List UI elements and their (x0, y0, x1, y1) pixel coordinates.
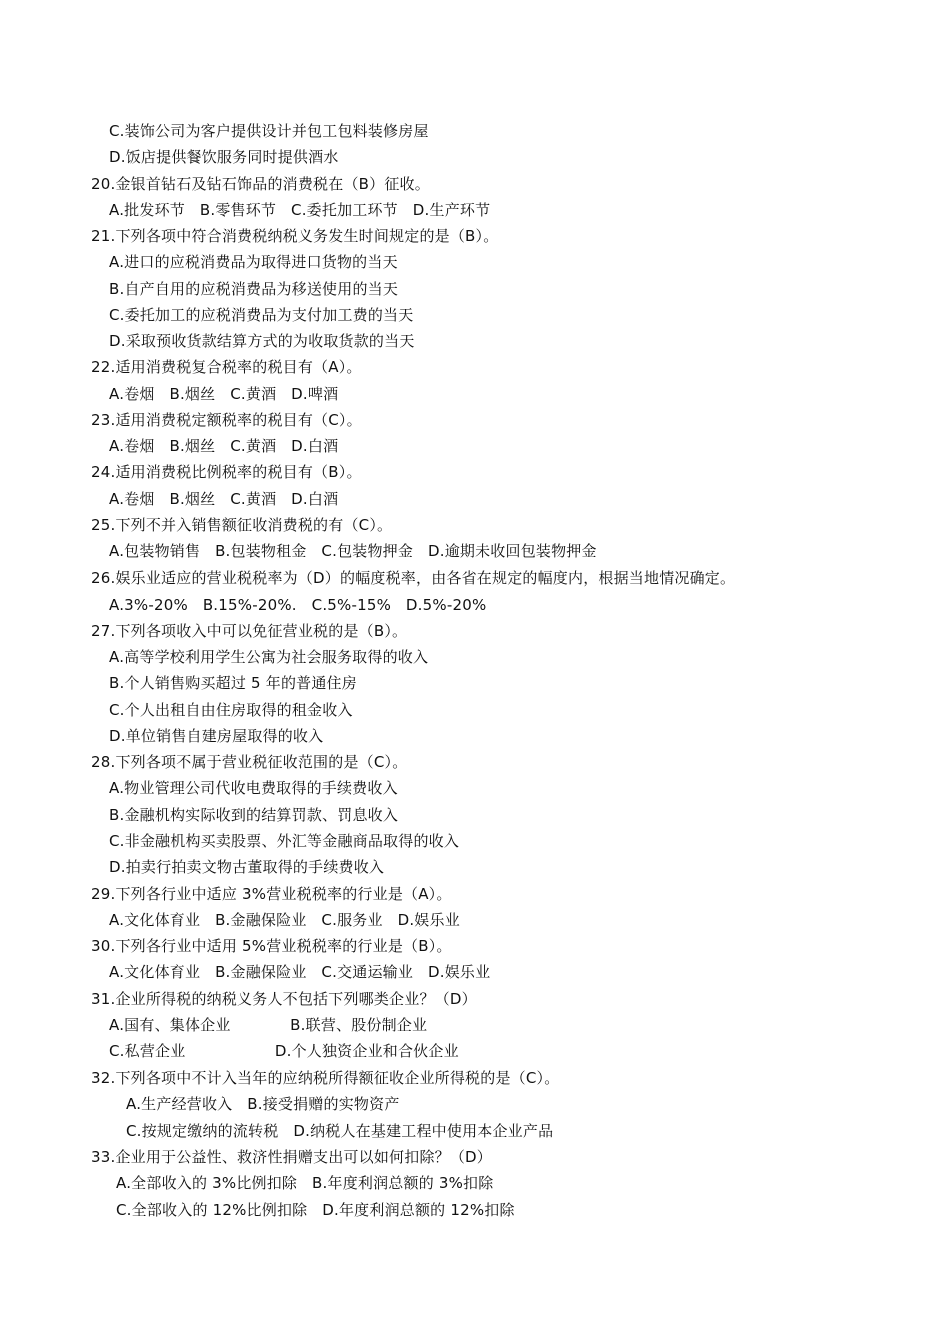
option-line: C.私营企业 D.个人独资企业和合伙企业 (109, 1042, 459, 1060)
question-line: 29.下列各行业中适应 3%营业税税率的行业是（A）。 (91, 885, 452, 903)
option-line: C.按规定缴纳的流转税 D.纳税人在基建工程中使用本企业产品 (126, 1122, 554, 1140)
option-line: A.进口的应税消费品为取得进口货物的当天 (109, 253, 398, 271)
question-line: 32.下列各项中不计入当年的应纳税所得额征收企业所得税的是（C）。 (91, 1069, 560, 1087)
option-line: C.装饰公司为客户提供设计并包工包料装修房屋 (109, 122, 429, 140)
option-line: C.委托加工的应税消费品为支付加工费的当天 (109, 306, 414, 324)
question-line: 20.金银首钻石及钻石饰品的消费税在（B）征收。 (91, 175, 430, 193)
option-line: B.金融机构实际收到的结算罚款、罚息收入 (109, 806, 399, 824)
option-line: D.饭店提供餐饮服务同时提供酒水 (109, 148, 339, 166)
option-line: A.高等学校利用学生公寓为社会服务取得的收入 (109, 648, 429, 666)
question-line: 33.企业用于公益性、救济性捐赠支出可以如何扣除？（D） (91, 1148, 493, 1166)
question-line: 31.企业所得税的纳税义务人不包括下列哪类企业？（D） (91, 990, 477, 1008)
question-line: 26.娱乐业适应的营业税税率为（D）的幅度税率，由各省在规定的幅度内，根据当地情况确定。 (91, 569, 736, 587)
question-line: 30.下列各行业中适用 5%营业税税率的行业是（B）。 (91, 937, 452, 955)
option-line: A.全部收入的 3%比例扣除 B.年度利润总额的 3%扣除 (116, 1174, 494, 1192)
option-line: A.卷烟 B.烟丝 C.黄酒 D.啤酒 (109, 385, 339, 403)
option-line: A.包装物销售 B.包装物租金 C.包装物押金 D.逾期未收回包装物押金 (109, 542, 597, 560)
question-line: 23.适用消费税定额税率的税目有（C）。 (91, 411, 362, 429)
option-line: D.单位销售自建房屋取得的收入 (109, 727, 324, 745)
option-line: A.卷烟 B.烟丝 C.黄酒 D.白酒 (109, 490, 339, 508)
option-line: A.批发环节 B.零售环节 C.委托加工环节 D.生产环节 (109, 201, 491, 219)
option-line: B.个人销售购买超过 5 年的普通住房 (109, 674, 357, 692)
option-line: B.自产自用的应税消费品为移送使用的当天 (109, 280, 399, 298)
question-line: 24.适用消费税比例税率的税目有（B）。 (91, 463, 362, 481)
option-line: A.3%-20% B.15%-20%. C.5%-15% D.5%-20% (109, 596, 487, 614)
question-line: 25.下列不并入销售额征收消费税的有（C）。 (91, 516, 393, 534)
option-line: C.非金融机构买卖股票、外汇等金融商品取得的收入 (109, 832, 460, 850)
option-line: A.生产经营收入 B.接受捐赠的实物资产 (126, 1095, 400, 1113)
question-line: 22.适用消费税复合税率的税目有（A）。 (91, 358, 362, 376)
question-line: 27.下列各项收入中可以免征营业税的是（B）。 (91, 622, 408, 640)
option-line: A.文化体育业 B.金融保险业 C.服务业 D.娱乐业 (109, 911, 460, 929)
option-line: A.物业管理公司代收电费取得的手续费收入 (109, 779, 398, 797)
option-line: A.国有、集体企业 B.联营、股份制企业 (109, 1016, 428, 1034)
option-line: C.全部收入的 12%比例扣除 D.年度利润总额的 12%扣除 (116, 1201, 515, 1219)
option-line: A.文化体育业 B.金融保险业 C.交通运输业 D.娱乐业 (109, 963, 491, 981)
question-line: 28.下列各项不属于营业税征收范围的是（C）。 (91, 753, 408, 771)
option-line: C.个人出租自由住房取得的租金收入 (109, 701, 353, 719)
option-line: D.采取预收货款结算方式的为收取货款的当天 (109, 332, 415, 350)
question-line: 21.下列各项中符合消费税纳税义务发生时间规定的是（B）。 (91, 227, 499, 245)
option-line: A.卷烟 B.烟丝 C.黄酒 D.白酒 (109, 437, 339, 455)
option-line: D.拍卖行拍卖文物古董取得的手续费收入 (109, 858, 385, 876)
